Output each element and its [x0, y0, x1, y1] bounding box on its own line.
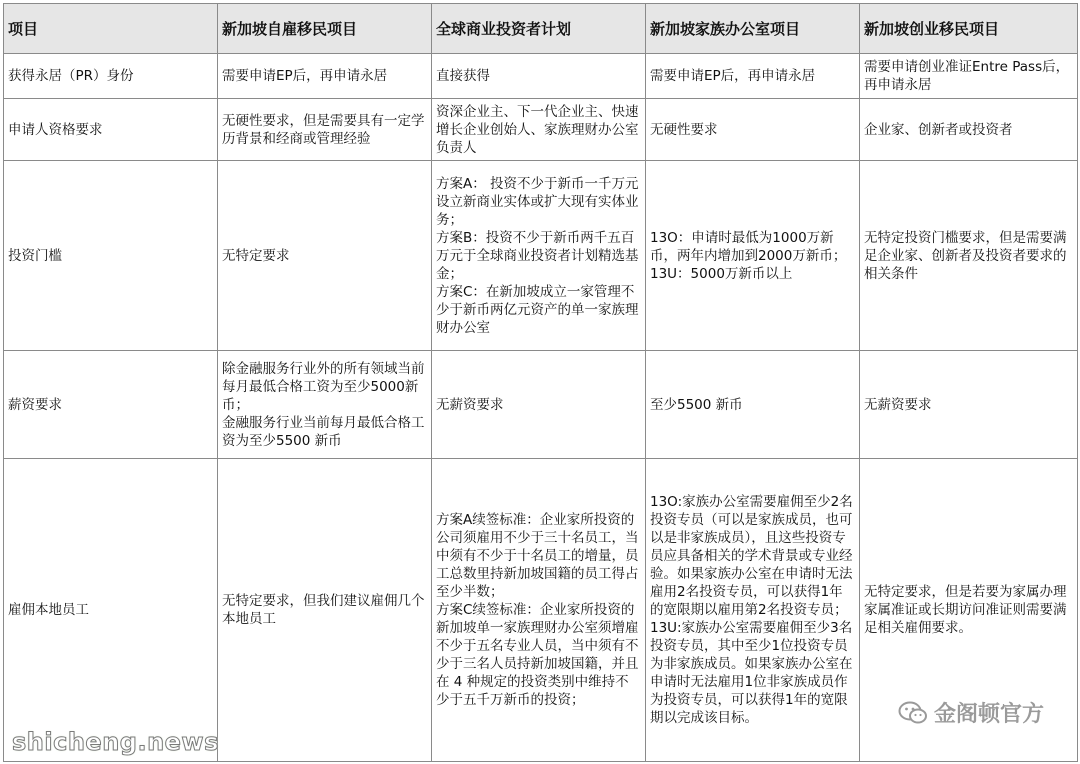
table-row — [4, 161, 1078, 351]
row-label: 申请人资格要求 — [4, 99, 218, 161]
table-row — [4, 54, 1078, 99]
table-cell: 无特定要求，但我们建议雇佣几个本地员工 — [218, 459, 432, 762]
table-cell: 直接获得 — [432, 54, 646, 99]
table-cell: 除金融服务行业外的所有领域当前每月最低合格工资为至少5000新币； 金融服务行业当前每月最低合格工资为至少5500 新币 — [218, 351, 432, 459]
header-cell-family-office: 新加坡家族办公室项目 — [646, 4, 860, 54]
table-cell: 无薪资要求 — [432, 351, 646, 459]
wechat-icon — [898, 700, 928, 726]
row-label: 雇佣本地员工 — [4, 459, 218, 762]
table-cell: 需要申请EP后，再申请永居 — [218, 54, 432, 99]
table-cell: 无硬性要求，但是需要具有一定学历背景和经商或管理经验 — [218, 99, 432, 161]
table-cell: 方案A： 投资不少于新币一千万元设立新商业实体或扩大现有实体业务； 方案B：投资不少于新币两千五百万元于全球商业投资者计划精选基金； 方案C：在新加坡成立一家管理不少于新币两亿元资产的单一家族理财办公室 — [432, 161, 646, 351]
table-cell: 无特定投资门槛要求，但是需要满足企业家、创新者及投资者要求的相关条件 — [860, 161, 1078, 351]
header-cell-item: 项目 — [4, 4, 218, 54]
table-cell: 方案A续签标准：企业家所投资的公司须雇用不少于三十名员工，当中须有不少于十名员工的增量，员工总数里持新加坡国籍的员工得占至少半数； 方案C续签标准：企业家所投资的新加坡单一家族理财办公室须增雇不少于五名专业人员，当中须有不少于三名人员持新加坡国籍，并且在 4 种规定的投资类别中维持不少于五千万新币的投资； — [432, 459, 646, 762]
header-cell-gip: 全球商业投资者计划 — [432, 4, 646, 54]
account-watermark — [898, 697, 1044, 728]
site-watermark: shicheng.news — [12, 728, 219, 756]
table-header-row — [4, 4, 1078, 54]
table-cell: 无硬性要求 — [646, 99, 860, 161]
table-cell: 资深企业主、下一代企业主、快速增长企业创始人、家族理财办公室负责人 — [432, 99, 646, 161]
account-name: 金阁顿官方 — [933, 702, 1044, 727]
row-label: 投资门槛 — [4, 161, 218, 351]
table-cell: 企业家、创新者或投资者 — [860, 99, 1078, 161]
row-label: 薪资要求 — [4, 351, 218, 459]
table-row — [4, 351, 1078, 459]
header-cell-startup: 新加坡创业移民项目 — [860, 4, 1078, 54]
table-cell: 需要申请EP后，再申请永居 — [646, 54, 860, 99]
table-cell: 13O：申请时最低为1000万新币，两年内增加到2000万新币； 13U：5000万新币以上 — [646, 161, 860, 351]
table-row — [4, 99, 1078, 161]
table-cell: 无特定要求，但是若要为家属办理家属准证或长期访问准证则需要满足相关雇佣要求。 — [860, 459, 1078, 762]
comparison-table — [3, 3, 1078, 762]
row-label: 获得永居（PR）身份 — [4, 54, 218, 99]
table-cell: 至少5500 新币 — [646, 351, 860, 459]
table-cell: 无薪资要求 — [860, 351, 1078, 459]
table-cell: 无特定要求 — [218, 161, 432, 351]
table-cell: 13O:家族办公室需要雇佣至少2名投资专员（可以是家族成员，也可以是非家族成员），且这些投资专员应具备相关的学术背景或专业经验。如果家族办公室在申请时无法雇用2名投资专员，可以获得1年的宽限期以雇用第2名投资专员； 13U:家族办公室需要雇佣至少3名投资专员，其中至少1位投资专员为非家族成员。如果家族办公室在申请时无法雇用1位非家族成员作为投资专员，可以获得1年的宽限期以完成该目标。 — [646, 459, 860, 762]
header-cell-self-employed: 新加坡自雇移民项目 — [218, 4, 432, 54]
table-cell: 需要申请创业准证Entre Pass后，再申请永居 — [860, 54, 1078, 99]
